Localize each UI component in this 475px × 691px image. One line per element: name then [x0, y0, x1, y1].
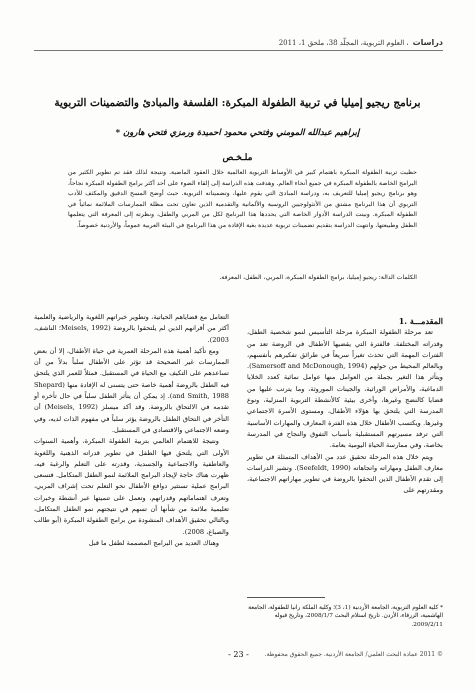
article-authors: إبراهيم عبدالله المومني وفتحي محمود احميدة ورمزي فتحي هارون *	[115, 128, 360, 138]
paragraph: تعد مرحلة الطفولة المبكرة مرحلة التأسيس لنمو شخصية الطفل، وقدراته المختلفة. فالفترة التي يقضيها الأطفال في الروضة تعد من الفترات المهمة التي تحدث تغيراً سريعاً في طرائق تفكيرهم بأنفسهم، وبالعالم المحيط من حولهم (Samersoff and McDonough, 1994). ويتأثر هذا التغير بجملة من العوامل منها عوامل نمائية كعدد الخلايا الدماغية، والأمراض الوراثية، والجينات الموروثة، وما يترتب عليها من قضايا كالنضج وغيرها، وأخرى بيئية كالأنشطة التربوية المنزلية، ونوع المدرسة التي يلتحق بها هؤلاء الأطفال، ومستوى الأسرة الاجتماعي وغيرها. ويكتسب الأطفال خلال هذه الفترة المعارف والمهارات الأساسية التي ترفد مسيرتهم المستقبلية بأسباب التفوق والنجاح في المدرسة بخاصة، وفي ممارسة الحياة اليومية بعامة.	[247, 328, 443, 450]
right-column	[247, 316, 443, 497]
keywords: الكلمات الدالة: ريجيو إميليا، برامج الطفولة المبكرة، المربي، الطفل، المعرفة.	[219, 274, 417, 281]
footnote: * كلية العلوم التربوية، الجامعة الأردنية (1، 3)؛ وكلية الملكة رانيا للطفولة، الجامعة الهاشمية، الزرقاء، الأردن. تاريخ استلام البحث 2008/1/7، وتاريخ قبوله 2009/2/11.	[248, 605, 443, 628]
abstract-heading: ملـخـص	[222, 153, 253, 163]
header-rule	[34, 50, 443, 51]
paragraph: التعامل مع قضاياهم الحياتية، وتطوير خبراتهم اللغوية والرياضية والعلمية أكثر من أقرانهم الذين لم يلتحقوا بالروضة (Meisels, 1992؛ الناشف، 2003).	[34, 313, 229, 344]
left-column	[34, 312, 229, 549]
page-number: - 23 -	[228, 650, 249, 659]
running-header	[34, 38, 443, 47]
copyright-notice: © 2011 عمادة البحث العلمي/ الجامعة الأردنية. جميع الحقوق محفوظة.	[264, 651, 443, 658]
paragraph: ونتيجة للاهتمام العالمي بتربية الطفولة المبكرة، وأهمية السنوات الأولى التي يلتحق فيها الطفل في تطوير قدراته الذهنية واللغوية والعاطفية والاجتماعية والجسدية، وقدرته على التعلم والرغبة فيه، ظهرت هناك حاجة لإيجاد البرامج الملائمة لنمو الطفل المتكامل. فتسعى البرامج عملية تستثير دوافع الأطفال نحو التعلم تحت إشراف المربي، وتعرف اهتماماتهم وقدراتهم، وتعمل على تنميتها عبر أنشطة وخبرات تعليمية ملائمة من شأنها أن تسهم في نتيجتهم نمو الطفل المتكامل، وبالتالي تحقيق الأهداف المنشودة من برامج الطفولة المبكرة (أبو طالب والصباغ، 2008).	[34, 437, 229, 536]
footnote-rule	[247, 597, 325, 598]
journal-brand: دراسات	[412, 38, 443, 47]
paragraph: وهناك العديد من البرامج المصممة لطفل ما قبل	[88, 538, 219, 547]
section-heading-introduction: المقدمـــة .1	[398, 316, 443, 326]
article-title: برنامج ريجيو إميليا في تربية الطفولة المبكرة: الفلسفة والمبادئ والتضمينات التربوية	[54, 97, 421, 109]
journal-citation: ، العلوم التربوية، المجلّد 38، ملحق 1، 2011	[278, 38, 409, 47]
page-footer	[34, 651, 443, 658]
paragraph: ومع تأكيد أهمية هذه المرحلة العمرية في حياة الأطفال، إلا أن بعض الممارسات غير الصحيحة قد تؤثر على الأطفال سلباً بدلاً من أن تساعدهم على التكيف مع الحياة في المستقبل. فمثلاً للعمر الذي يلتحق فيه الطفل بالروضة أهمية خاصة حتى يتسنى له الإفادة منها (Shepard and Smith, 1988). إذ يمكن أن يتأثر الطفل سلباً في حال تأخره أو تقدمه في الالتحاق بالروضة. وقد أكد ميسلز (Meisels, 1992) أن التأخر في التحاق الطفل بالروضة يؤثر سلباً في مفهوم الذات لديه، وفي وضعه الاجتماعي والاقتصادي في المستقبل.	[34, 346, 229, 434]
abstract-body: حظيت تربية الطفولة المبكرة باهتمام كبير في الأوساط التربوية العالمية خلال العقود الماضية. ونتيجة لذلك فقد تم تطوير الكثير من البرامج الخاصة بالطفولة المبكرة في جميع أنحاء العالم. وهدفت هذه الدراسة إلى إلقاء الضوء على أحد أكثر برامج الطفولة المبكرة نجاحاً، وهو برنامج ريجيو إميليا للتعريف به، ودراسة المبادئ التي يقوم عليها، وتضميناته التربوية. حيث أوضح المسح الدقيق والمكثف للأدب التربوي أن هذا البرنامج مشتق من الأنثولوجيين الروسية والألمانية والتقدمية الذين تعاون تحت مظلة الممارسات الملائمة نمائياً في الطفولة المبكرة. وبينت الدراسة الأدوار الخاصة التي يحددها هذا البرنامج لكل من المربي والطفل، ونظرته إلى المعرفة التي يتعلمها الطفل وطبيعتها. وانتهت الدراسة بتقديم تضمينات تربوية عديدة بغية الإفادة من هذا البرنامج في البيئة العربية عموماً، والأردنية خصوصاً.	[68, 169, 417, 229]
paragraph: ويتم خلال هذه المرحلة تحقيق عدد من الأهداف المتمثلة في تطوير معارف الطفل ومهاراته واتجاهاته (Seefeldt, 1990). وتشير الدراسات إلى تقدم الأطفال الذين التحقوا بالروضة في تطوير مهاراتهم الاجتماعية، ومقدرتهم على	[247, 452, 443, 495]
